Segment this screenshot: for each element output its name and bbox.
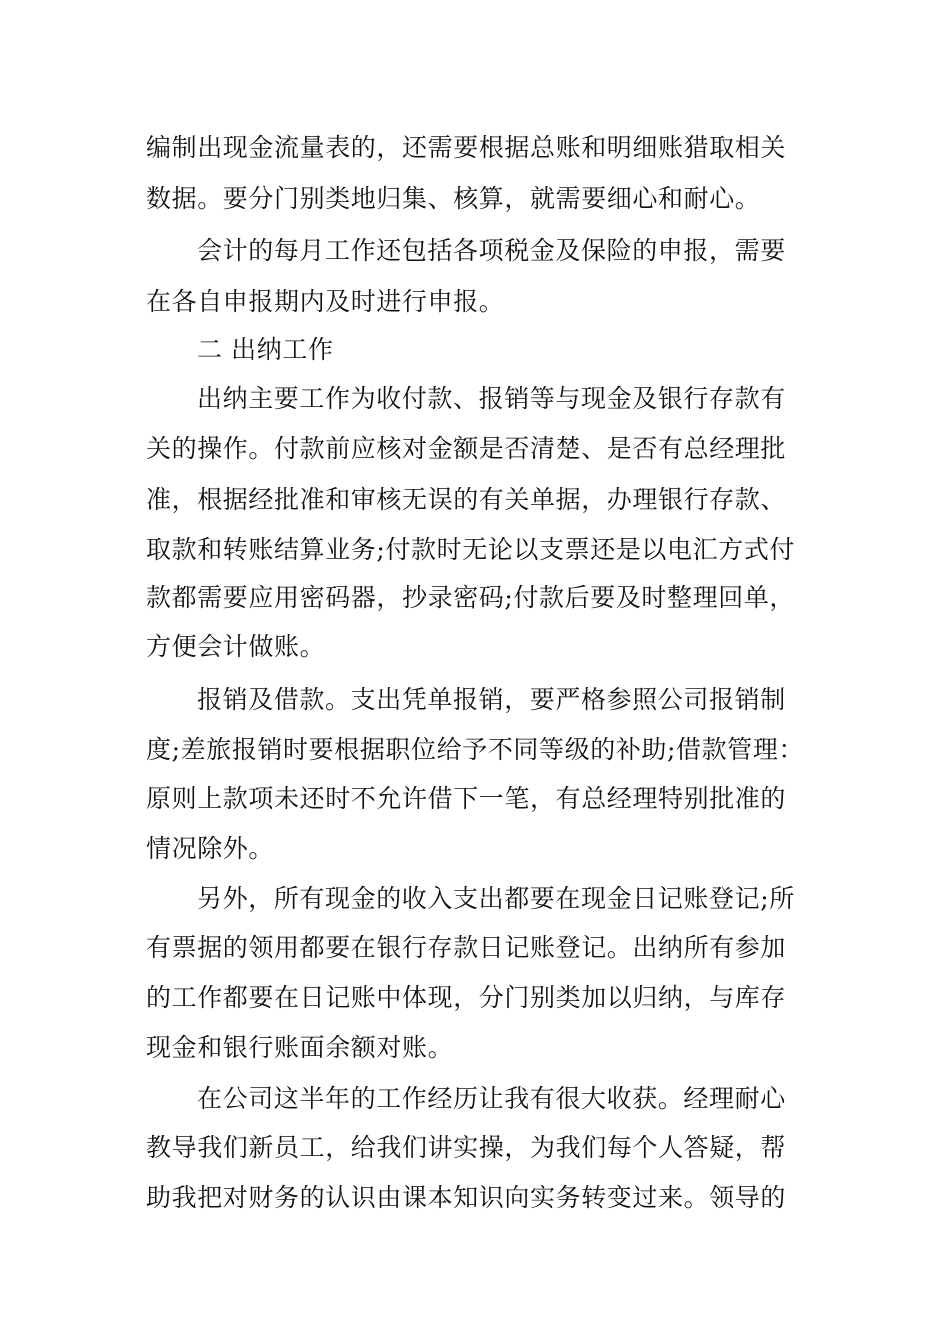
text-line: 原则上款项未还时不允许借下一笔，有总经理特别批准的	[146, 784, 787, 813]
paragraph-first-line: 另外，所有现金的收入支出都要在现金日记账登记;所	[197, 884, 795, 913]
text-line: 准，根据经批准和审核无误的有关单据，办理银行存款、	[146, 485, 787, 514]
text-line: 教导我们新员工，给我们讲实操，为我们每个人答疑，帮	[146, 1133, 787, 1162]
text-line: 度;差旅报销时要根据职位给予不同等级的补助;借款管理：	[146, 735, 805, 764]
text-line: 情况除外。	[146, 834, 275, 863]
paragraph-first-line: 会计的每月工作还包括各项税金及保险的申报，需要	[197, 236, 786, 265]
text-line: 数据。要分门别类地归集、核算，就需要细心和耐心。	[146, 184, 761, 213]
text-line: 关的操作。付款前应核对金额是否清楚、是否有总经理批	[146, 434, 787, 463]
text-line: 在各自申报期内及时进行申报。	[146, 287, 505, 316]
text-line: 有票据的领用都要在银行存款日记账登记。出纳所有参加	[146, 933, 787, 962]
paragraph-first-line: 出纳主要工作为收付款、报销等与现金及银行存款有	[197, 384, 786, 413]
text-line: 现金和银行账面余额对账。	[146, 1033, 454, 1062]
text-line: 的工作都要在日记账中体现，分门别类加以归纳，与库存	[146, 983, 787, 1012]
text-line: 取款和转账结算业务;付款时无论以支票还是以电汇方式付	[146, 535, 796, 564]
paragraph-first-line: 在公司这半年的工作经历让我有很大收获。经理耐心	[197, 1084, 786, 1113]
text-line: 款都需要应用密码器，抄录密码;付款后要及时整理回单，	[146, 583, 796, 612]
text-line: 方便会计做账。	[146, 632, 326, 661]
text-line: 助我把对财务的认识由课本知识向实务转变过来。领导的	[146, 1183, 787, 1212]
text-line: 编制出现金流量表的，还需要根据总账和明细账猎取相关	[146, 133, 787, 162]
section-heading: 二 出纳工作	[197, 335, 334, 364]
paragraph-first-line: 报销及借款。支出凭单报销，要严格参照公司报销制	[197, 685, 786, 714]
